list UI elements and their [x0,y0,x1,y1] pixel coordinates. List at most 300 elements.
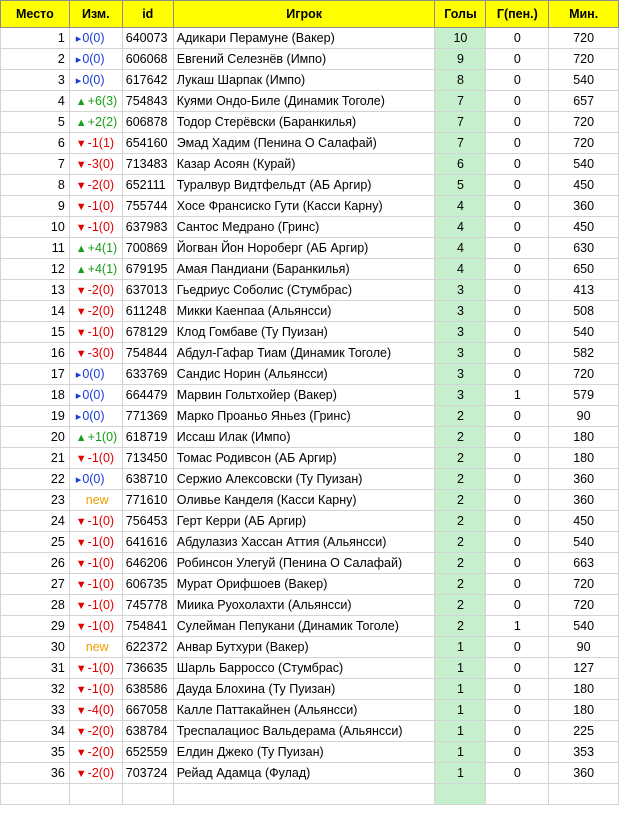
id-cell[interactable]: 606068 [122,49,173,70]
change-cell[interactable] [69,49,122,70]
goals-cell[interactable]: 1 [435,721,486,742]
id-cell[interactable]: 678129 [122,322,173,343]
place-cell[interactable]: 2 [1,49,70,70]
place-cell[interactable]: 22 [1,469,70,490]
player-cell[interactable]: Эмад Хадим (Пенина О Салафай) [173,133,435,154]
penalty-goals-cell[interactable]: 0 [486,196,549,217]
id-cell[interactable]: 745778 [122,595,173,616]
penalty-goals-cell[interactable]: 0 [486,721,549,742]
player-cell[interactable]: Казар Асоян (Курай) [173,154,435,175]
minutes-cell[interactable]: 180 [549,448,619,469]
change-value: -2(0) [87,304,115,318]
player-cell[interactable]: Шарль Барроссо (Стумбрас) [173,658,435,679]
change-cell[interactable] [69,721,122,742]
player-cell[interactable]: Гьедриус Соболис (Стумбрас) [173,280,435,301]
place-cell[interactable]: 19 [1,406,70,427]
penalty-goals-cell[interactable]: 0 [486,28,549,49]
header-minutes[interactable]: Мин. [549,1,619,28]
id-cell[interactable]: 638784 [122,721,173,742]
minutes-cell[interactable]: 180 [549,427,619,448]
change-value: -1(1) [87,136,115,150]
table-row [1,28,619,49]
change-value: 0(0) [82,52,105,66]
minutes-cell[interactable]: 450 [549,217,619,238]
id-cell[interactable]: 700869 [122,238,173,259]
goals-cell[interactable]: 2 [435,595,486,616]
place-cell[interactable]: 6 [1,133,70,154]
change-cell[interactable] [69,532,122,553]
goals-cell[interactable]: 1 [435,637,486,658]
goals-cell[interactable]: 2 [435,553,486,574]
id-cell[interactable]: 771610 [122,490,173,511]
minutes-cell[interactable]: 413 [549,280,619,301]
place-cell[interactable]: 34 [1,721,70,742]
goals-cell[interactable]: 2 [435,532,486,553]
player-cell[interactable]: Микки Каенпаа (Альянсси) [173,301,435,322]
place-cell[interactable]: 30 [1,637,70,658]
table-row [1,70,619,91]
place-cell[interactable]: 20 [1,427,70,448]
player-cell[interactable]: Сандис Норин (Альянсси) [173,364,435,385]
player-cell[interactable]: Марвин Гольтхойер (Вакер) [173,385,435,406]
penalty-goals-cell[interactable]: 1 [486,616,549,637]
player-cell[interactable]: Миика Руохолахти (Альянсси) [173,595,435,616]
id-cell[interactable]: 754844 [122,343,173,364]
player-cell[interactable]: Йогван Йон Нороберг (АБ Аргир) [173,238,435,259]
goals-cell[interactable]: 3 [435,385,486,406]
penalty-goals-cell[interactable]: 0 [486,280,549,301]
place-cell[interactable]: 32 [1,679,70,700]
change-cell[interactable] [69,364,122,385]
change-cell[interactable] [69,280,122,301]
player-cell[interactable]: Робинсон Улегуй (Пенина О Салафай) [173,553,435,574]
goals-cell[interactable]: 3 [435,301,486,322]
penalty-goals-cell[interactable]: 0 [486,427,549,448]
goals-cell[interactable]: 4 [435,238,486,259]
penalty-goals-cell[interactable]: 0 [486,238,549,259]
minutes-cell[interactable]: 508 [549,301,619,322]
goals-cell[interactable]: 3 [435,364,486,385]
change-cell[interactable] [69,511,122,532]
penalty-goals-cell[interactable]: 0 [486,574,549,595]
down-arrow-icon: ▼ [75,306,87,318]
player-cell[interactable]: Хосе Франсиско Гути (Касси Карну) [173,196,435,217]
id-cell[interactable]: 756453 [122,511,173,532]
id-cell[interactable]: 654160 [122,133,173,154]
id-cell[interactable]: 679195 [122,259,173,280]
place-cell[interactable]: 13 [1,280,70,301]
penalty-goals-cell[interactable]: 0 [486,217,549,238]
player-cell[interactable]: Лукаш Шарпак (Импо) [173,70,435,91]
goals-cell[interactable]: 4 [435,196,486,217]
place-cell[interactable]: 24 [1,511,70,532]
minutes-cell[interactable]: 657 [549,91,619,112]
table-row [1,280,619,301]
id-cell[interactable]: 667058 [122,700,173,721]
minutes-cell[interactable]: 180 [549,700,619,721]
minutes-cell[interactable]: 650 [549,259,619,280]
penalty-goals-cell[interactable]: 0 [486,49,549,70]
change-cell[interactable] [69,448,122,469]
change-cell[interactable] [69,301,122,322]
place-cell[interactable]: 7 [1,154,70,175]
id-cell[interactable]: 755744 [122,196,173,217]
minutes-cell[interactable]: 540 [549,532,619,553]
minutes-cell[interactable]: 720 [549,595,619,616]
change-value: -1(0) [87,598,115,612]
place-cell[interactable]: 14 [1,301,70,322]
id-cell[interactable]: 736635 [122,658,173,679]
change-cell[interactable] [69,217,122,238]
player-cell[interactable]: Калле Паттакайнен (Альянсси) [173,700,435,721]
id-cell[interactable]: 606735 [122,574,173,595]
goals-cell[interactable]: 1 [435,679,486,700]
down-arrow-icon: ▼ [75,579,87,591]
minutes-cell[interactable]: 90 [549,406,619,427]
change-value: -1(0) [87,619,115,633]
change-cell[interactable] [69,343,122,364]
place-cell[interactable]: 17 [1,364,70,385]
down-arrow-icon: ▼ [75,621,87,633]
player-cell[interactable]: Треспалациос Вальдерама (Альянсси) [173,721,435,742]
change-cell[interactable] [69,385,122,406]
place-cell[interactable]: 27 [1,574,70,595]
goals-cell[interactable]: 1 [435,763,486,784]
goals-cell[interactable]: 4 [435,259,486,280]
minutes-cell[interactable]: 450 [549,511,619,532]
header-penalty-goals[interactable]: Г(пен.) [486,1,549,28]
minutes-cell[interactable]: 360 [549,469,619,490]
table-row [1,217,619,238]
change-value: 0(0) [82,31,105,45]
penalty-goals-cell[interactable]: 0 [486,763,549,784]
place-cell[interactable]: 12 [1,259,70,280]
empty-cell[interactable] [486,784,549,805]
minutes-cell[interactable]: 127 [549,658,619,679]
id-cell[interactable]: 637013 [122,280,173,301]
change-cell[interactable] [69,637,122,658]
player-cell[interactable]: Иссаш Илак (Импо) [173,427,435,448]
change-cell[interactable] [69,700,122,721]
id-cell[interactable]: 633769 [122,364,173,385]
place-cell[interactable]: 5 [1,112,70,133]
id-cell[interactable]: 640073 [122,28,173,49]
goals-cell[interactable]: 2 [435,490,486,511]
goals-cell[interactable]: 2 [435,427,486,448]
goals-cell[interactable]: 2 [435,448,486,469]
penalty-goals-cell[interactable]: 0 [486,742,549,763]
penalty-goals-cell[interactable]: 0 [486,343,549,364]
player-cell[interactable]: Евгений Селезнёв (Импо) [173,49,435,70]
player-cell[interactable]: Адикари Перамуне (Вакер) [173,28,435,49]
empty-cell[interactable] [549,784,619,805]
goals-cell[interactable]: 7 [435,112,486,133]
penalty-goals-cell[interactable]: 0 [486,175,549,196]
change-value: -1(0) [87,451,115,465]
goals-cell[interactable]: 7 [435,91,486,112]
goals-cell[interactable]: 6 [435,154,486,175]
change-cell[interactable] [69,91,122,112]
place-cell[interactable]: 3 [1,70,70,91]
table-row [1,133,619,154]
down-arrow-icon: ▼ [75,726,87,738]
minutes-cell[interactable]: 225 [549,721,619,742]
place-cell[interactable]: 28 [1,595,70,616]
player-cell[interactable]: Анвар Бутхури (Вакер) [173,637,435,658]
empty-cell[interactable] [173,784,435,805]
minutes-cell[interactable]: 360 [549,763,619,784]
minutes-cell[interactable]: 90 [549,637,619,658]
penalty-goals-cell[interactable]: 0 [486,322,549,343]
place-cell[interactable]: 31 [1,658,70,679]
player-cell[interactable]: Рейад Адамца (Фулад) [173,763,435,784]
change-cell[interactable] [69,28,122,49]
minutes-cell[interactable]: 720 [549,364,619,385]
minutes-cell[interactable]: 360 [549,490,619,511]
penalty-goals-cell[interactable]: 0 [486,553,549,574]
minutes-cell[interactable]: 353 [549,742,619,763]
id-cell[interactable]: 606878 [122,112,173,133]
minutes-cell[interactable]: 579 [549,385,619,406]
empty-cell[interactable] [69,784,122,805]
player-cell[interactable]: Дауда Блохина (Ту Пуизан) [173,679,435,700]
id-cell[interactable]: 713483 [122,154,173,175]
player-cell[interactable]: Абдул-Гафар Тиам (Динамик Тоголе) [173,343,435,364]
goals-cell[interactable]: 2 [435,511,486,532]
player-cell[interactable]: Томас Родивсон (АБ Аргир) [173,448,435,469]
change-cell[interactable] [69,154,122,175]
id-cell[interactable]: 611248 [122,301,173,322]
place-cell[interactable]: 16 [1,343,70,364]
penalty-goals-cell[interactable]: 0 [486,532,549,553]
place-cell[interactable]: 18 [1,385,70,406]
player-cell[interactable]: Марко Проаньо Яньез (Гринс) [173,406,435,427]
table-row [1,196,619,217]
penalty-goals-cell[interactable]: 0 [486,301,549,322]
goals-cell[interactable]: 1 [435,658,486,679]
change-value: -2(0) [87,745,115,759]
id-cell[interactable]: 617642 [122,70,173,91]
player-cell[interactable]: Сулейман Пепукани (Динамик Тоголе) [173,616,435,637]
id-cell[interactable]: 713450 [122,448,173,469]
player-cell[interactable]: Тодор Стерёвски (Баранкилья) [173,112,435,133]
minutes-cell[interactable]: 720 [549,112,619,133]
table-row [1,469,619,490]
penalty-goals-cell[interactable]: 0 [486,490,549,511]
change-cell[interactable] [69,259,122,280]
id-cell[interactable]: 652111 [122,175,173,196]
penalty-goals-cell[interactable]: 0 [486,679,549,700]
minutes-cell[interactable]: 360 [549,196,619,217]
change-cell[interactable] [69,469,122,490]
minutes-cell[interactable]: 450 [549,175,619,196]
place-cell[interactable]: 4 [1,91,70,112]
goals-cell[interactable]: 2 [435,616,486,637]
table-row [1,616,619,637]
id-cell[interactable]: 641616 [122,532,173,553]
place-cell[interactable]: 1 [1,28,70,49]
change-cell[interactable] [69,196,122,217]
id-cell[interactable]: 638586 [122,679,173,700]
player-cell[interactable]: Сержио Алексовски (Ту Пуизан) [173,469,435,490]
change-cell[interactable] [69,574,122,595]
header-id[interactable]: id [122,1,173,28]
change-cell[interactable] [69,616,122,637]
change-cell[interactable] [69,595,122,616]
minutes-cell[interactable]: 180 [549,679,619,700]
table-row [1,700,619,721]
id-cell[interactable]: 754841 [122,616,173,637]
minutes-cell[interactable]: 720 [549,133,619,154]
minutes-cell[interactable]: 663 [549,553,619,574]
player-cell[interactable]: Герт Керри (АБ Аргир) [173,511,435,532]
place-cell[interactable]: 23 [1,490,70,511]
place-cell[interactable]: 33 [1,700,70,721]
minutes-cell[interactable]: 540 [549,70,619,91]
change-cell[interactable] [69,406,122,427]
place-cell[interactable]: 35 [1,742,70,763]
change-cell[interactable] [69,658,122,679]
penalty-goals-cell[interactable]: 0 [486,448,549,469]
goals-cell[interactable]: 8 [435,70,486,91]
player-cell[interactable]: Туралвур Видтфельдт (АБ Аргир) [173,175,435,196]
table-body [1,28,619,805]
place-cell[interactable]: 26 [1,553,70,574]
change-cell[interactable] [69,175,122,196]
id-cell[interactable]: 637983 [122,217,173,238]
change-cell[interactable] [69,679,122,700]
table-row [1,490,619,511]
penalty-goals-cell[interactable]: 0 [486,112,549,133]
goals-cell[interactable]: 2 [435,406,486,427]
goals-cell[interactable]: 2 [435,469,486,490]
right-arrow-icon: ▸ [75,390,82,402]
change-cell[interactable] [69,553,122,574]
down-arrow-icon: ▼ [75,138,87,150]
down-arrow-icon: ▼ [75,705,87,717]
place-cell[interactable]: 29 [1,616,70,637]
player-cell[interactable]: Амая Пандиани (Баранкилья) [173,259,435,280]
goals-cell[interactable]: 4 [435,217,486,238]
header-goals[interactable]: Голы [435,1,486,28]
change-cell[interactable] [69,238,122,259]
penalty-goals-cell[interactable]: 1 [486,385,549,406]
right-arrow-icon: ▸ [75,474,82,486]
minutes-cell[interactable]: 582 [549,343,619,364]
goals-cell[interactable]: 9 [435,49,486,70]
change-cell[interactable] [69,490,122,511]
header-change[interactable]: Изм. [69,1,122,28]
penalty-goals-cell[interactable]: 0 [486,154,549,175]
goals-cell[interactable]: 2 [435,574,486,595]
place-cell[interactable]: 11 [1,238,70,259]
empty-cell[interactable] [435,784,486,805]
goals-cell[interactable]: 5 [435,175,486,196]
minutes-cell[interactable]: 630 [549,238,619,259]
change-cell[interactable] [69,427,122,448]
penalty-goals-cell[interactable]: 0 [486,70,549,91]
up-arrow-icon: ▲ [75,432,87,444]
change-value: 0(0) [82,388,105,402]
penalty-goals-cell[interactable]: 0 [486,259,549,280]
change-cell[interactable] [69,112,122,133]
id-cell[interactable]: 622372 [122,637,173,658]
place-cell[interactable]: 25 [1,532,70,553]
change-cell[interactable] [69,742,122,763]
id-cell[interactable]: 638710 [122,469,173,490]
id-cell[interactable]: 652559 [122,742,173,763]
minutes-cell[interactable]: 540 [549,322,619,343]
goals-cell[interactable]: 7 [435,133,486,154]
empty-cell[interactable] [122,784,173,805]
penalty-goals-cell[interactable]: 0 [486,91,549,112]
id-cell[interactable]: 703724 [122,763,173,784]
down-arrow-icon: ▼ [75,663,87,675]
id-cell[interactable]: 618719 [122,427,173,448]
change-value: -3(0) [87,346,115,360]
penalty-goals-cell[interactable]: 0 [486,406,549,427]
goals-cell[interactable]: 3 [435,322,486,343]
penalty-goals-cell[interactable]: 0 [486,595,549,616]
minutes-cell[interactable]: 540 [549,616,619,637]
id-cell[interactable]: 771369 [122,406,173,427]
goals-cell[interactable]: 1 [435,742,486,763]
id-cell[interactable]: 664479 [122,385,173,406]
penalty-goals-cell[interactable]: 0 [486,658,549,679]
header-player[interactable]: Игрок [173,1,435,28]
penalty-goals-cell[interactable]: 0 [486,364,549,385]
goals-cell[interactable]: 1 [435,700,486,721]
change-cell[interactable] [69,133,122,154]
minutes-cell[interactable]: 720 [549,28,619,49]
place-cell[interactable]: 9 [1,196,70,217]
penalty-goals-cell[interactable]: 0 [486,700,549,721]
player-cell[interactable]: Клод Гомбаве (Ту Пуизан) [173,322,435,343]
table-row [1,742,619,763]
player-cell[interactable]: Абдулазиз Хассан Аттия (Альянсси) [173,532,435,553]
place-cell[interactable]: 15 [1,322,70,343]
place-cell[interactable]: 10 [1,217,70,238]
player-cell[interactable]: Оливье Канделя (Касси Карну) [173,490,435,511]
change-cell[interactable] [69,70,122,91]
player-cell[interactable]: Куями Ондо-Биле (Динамик Тоголе) [173,91,435,112]
penalty-goals-cell[interactable]: 0 [486,469,549,490]
table-row [1,49,619,70]
place-cell[interactable]: 8 [1,175,70,196]
header-place[interactable]: Место [1,1,70,28]
goals-cell[interactable]: 10 [435,28,486,49]
minutes-cell[interactable]: 720 [549,49,619,70]
change-cell[interactable] [69,763,122,784]
empty-cell[interactable] [1,784,70,805]
place-cell[interactable]: 36 [1,763,70,784]
table-row [1,763,619,784]
penalty-goals-cell[interactable]: 0 [486,637,549,658]
goals-cell[interactable]: 3 [435,280,486,301]
player-cell[interactable]: Мурат Орифшоев (Вакер) [173,574,435,595]
penalty-goals-cell[interactable]: 0 [486,133,549,154]
player-cell[interactable]: Сантос Медрано (Гринс) [173,217,435,238]
id-cell[interactable]: 754843 [122,91,173,112]
change-cell[interactable] [69,322,122,343]
penalty-goals-cell[interactable]: 0 [486,511,549,532]
minutes-cell[interactable]: 540 [549,154,619,175]
place-cell[interactable]: 21 [1,448,70,469]
goals-cell[interactable]: 3 [435,343,486,364]
minutes-cell[interactable]: 720 [549,574,619,595]
player-cell[interactable]: Елдин Джеко (Ту Пуизан) [173,742,435,763]
id-cell[interactable]: 646206 [122,553,173,574]
